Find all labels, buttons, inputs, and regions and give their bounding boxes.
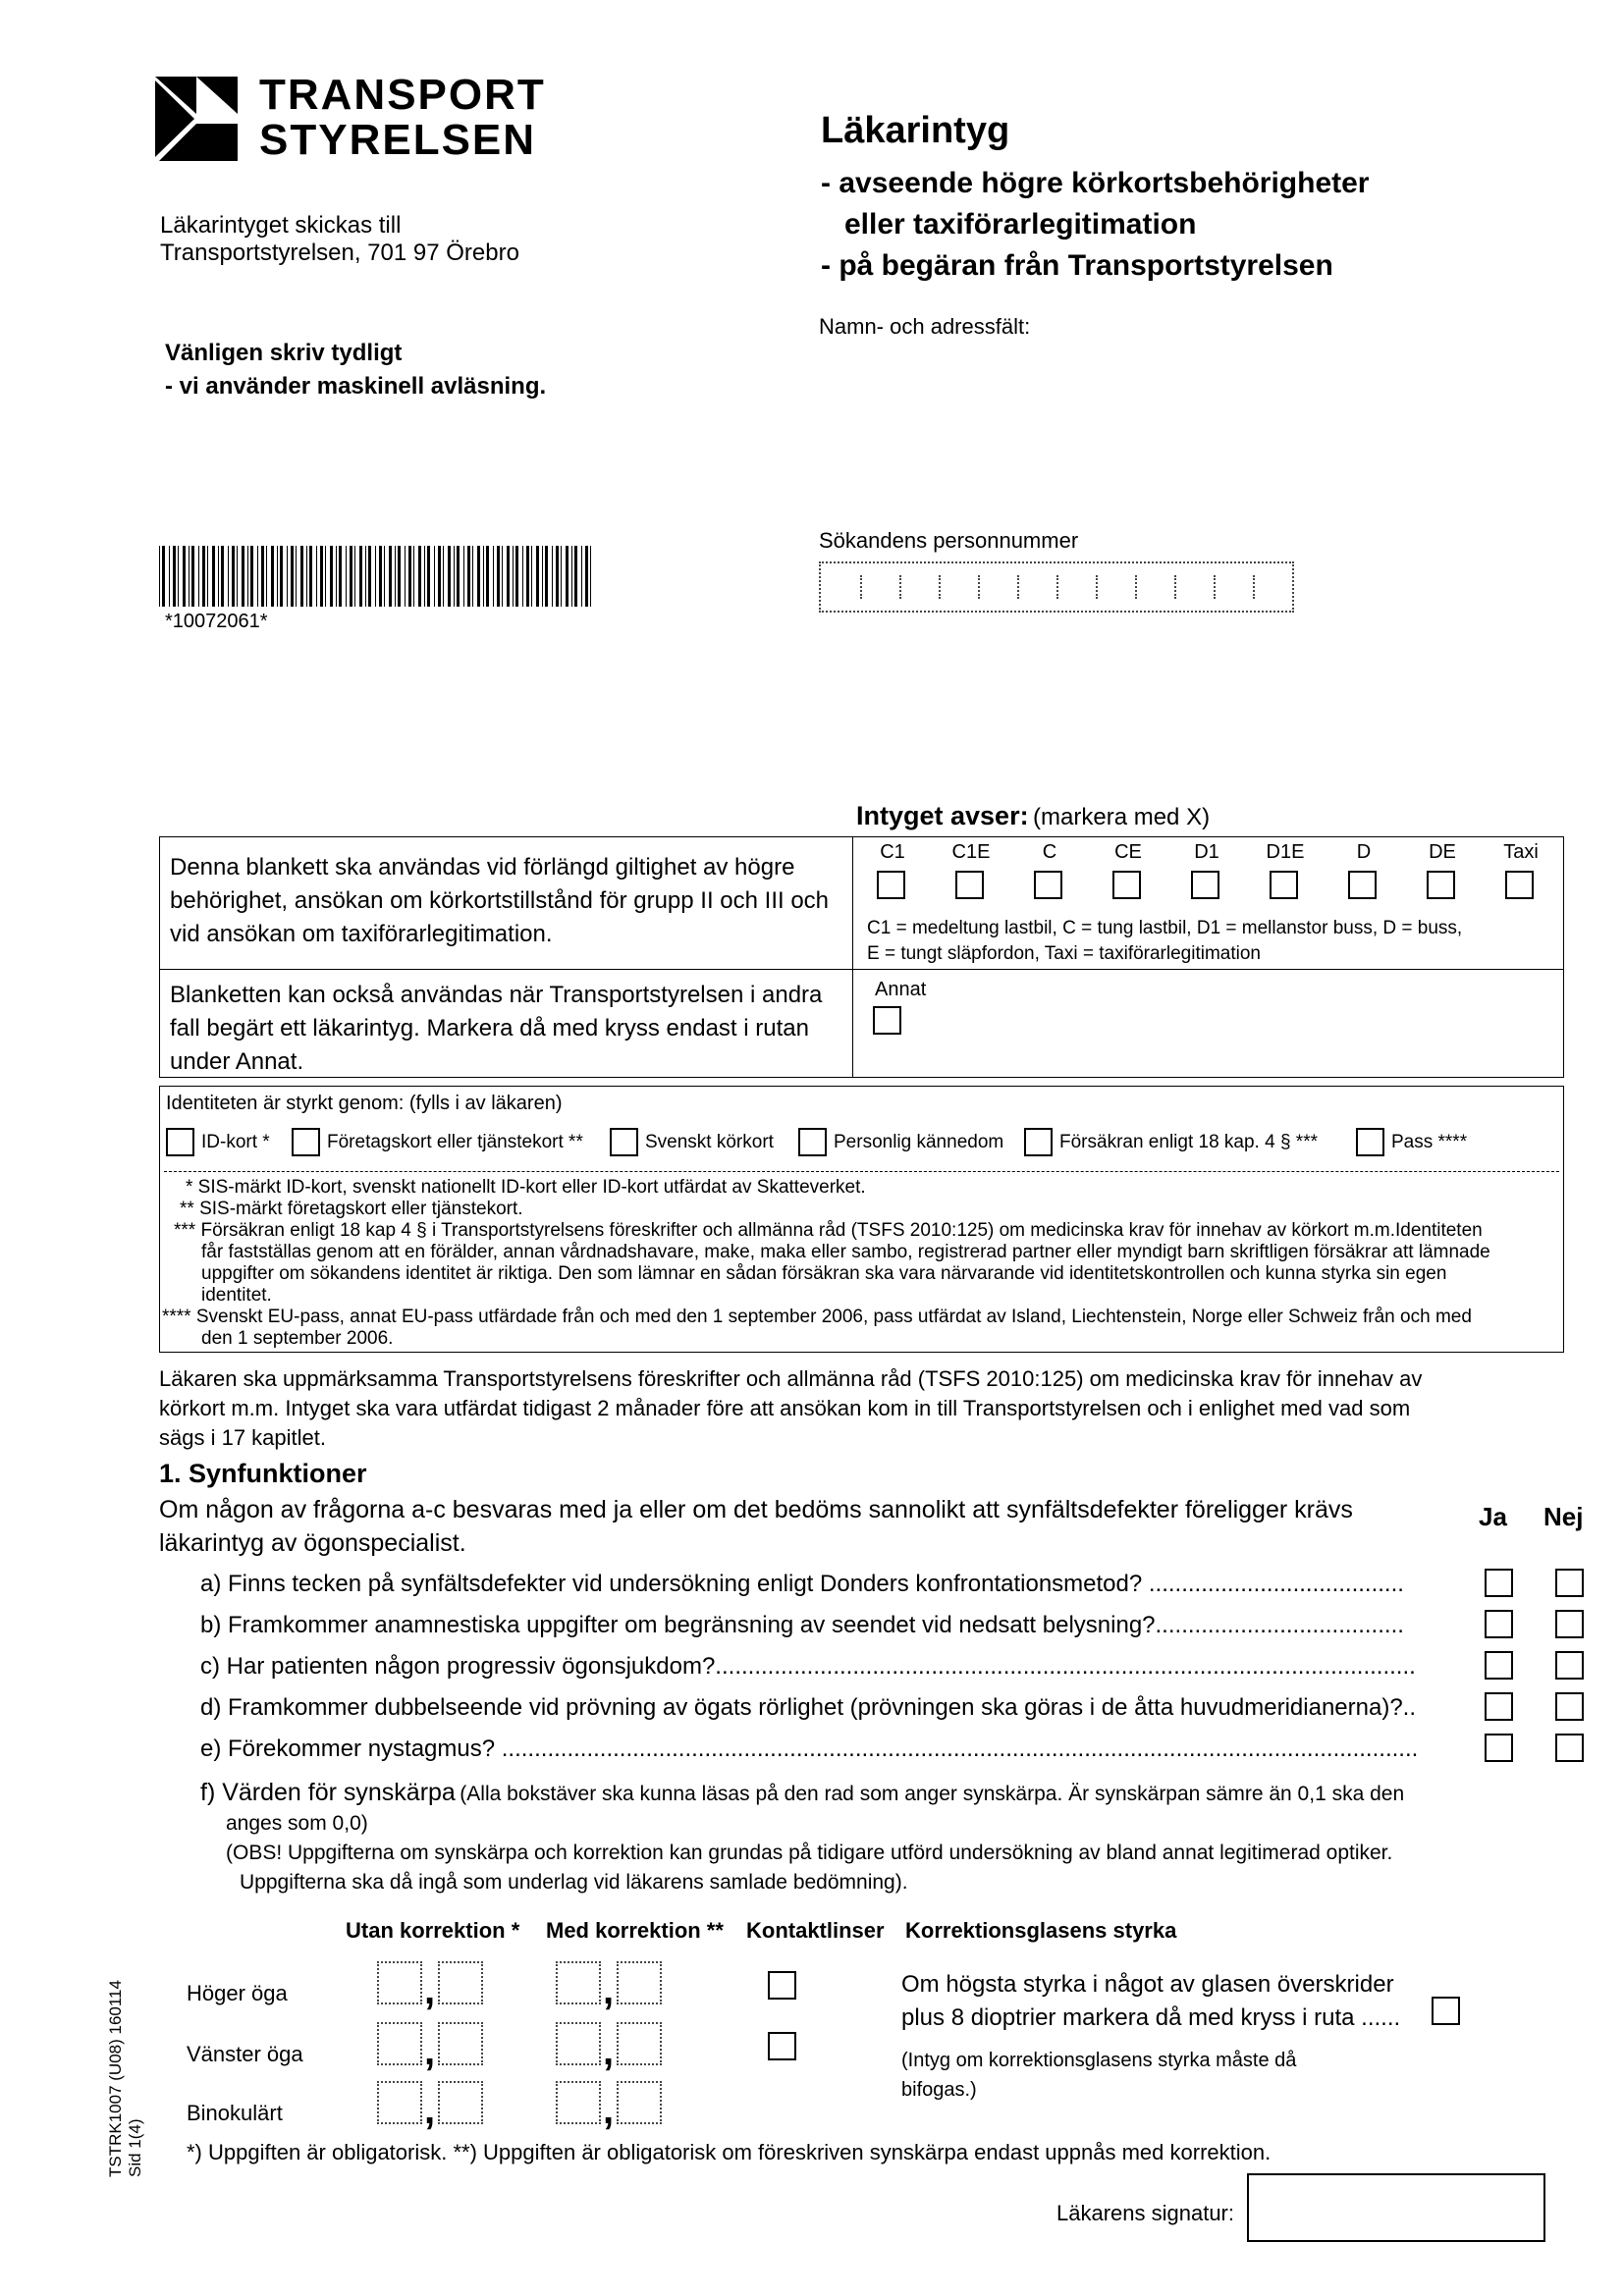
barcode-bar: [486, 546, 489, 607]
barcode-bar: [159, 546, 160, 607]
barcode-bar: [571, 546, 572, 607]
strength-checkbox[interactable]: [1432, 1997, 1460, 2025]
barcode-bar: [590, 546, 591, 607]
acuity-corrected-digit-2-row-2[interactable]: [617, 2022, 662, 2065]
identity-option-label-6: Pass ****: [1391, 1132, 1468, 1152]
barcode-bar: [515, 546, 518, 607]
address-field-label: Namn- och adressfält:: [819, 314, 1031, 339]
logo: [155, 71, 546, 164]
barcode-bar: [354, 546, 355, 607]
question-c-no-checkbox[interactable]: [1555, 1651, 1584, 1680]
identity-heading: Identiteten är styrkt genom: (fylls i av läkaren): [166, 1093, 563, 1114]
barcode-bar: [566, 546, 568, 607]
personnummer-divider: [939, 575, 941, 599]
decimal-comma: ,: [424, 2030, 436, 2073]
other-label: Annat: [875, 979, 927, 1000]
category-checkbox-c1[interactable]: [877, 871, 905, 899]
barcode-bar: [232, 546, 235, 607]
barcode-bar: [169, 546, 170, 607]
barcode-bar: [228, 546, 229, 607]
decimal-comma: ,: [424, 2089, 436, 2132]
identity-checkbox-2[interactable]: [292, 1128, 320, 1156]
barcode-bar: [405, 546, 406, 607]
notice-line-2: körkort m.m. Intyget ska vara utfärdat tidigast 2 månader före att ansökan kom in till Transportstyrelsen och i enlighet med vad som: [159, 1396, 1411, 1420]
scope-heading: [856, 801, 1210, 831]
subtitle-line3: - på begäran från Transportstyrelsen: [821, 249, 1333, 282]
strength-note1: (Intyg om korrektionsglasens styrka måste då: [901, 2050, 1297, 2071]
question-a-no-checkbox[interactable]: [1555, 1569, 1584, 1597]
category-label-d: D: [1356, 841, 1372, 863]
acuity-uncorrected-digit-1-row-1[interactable]: [377, 1961, 422, 2004]
barcode-bar: [526, 546, 529, 607]
barcode-bar: [198, 546, 199, 607]
barcode-bar: [384, 546, 385, 607]
question-e: e) Förekommer nystagmus? ............................................................................................................................................: [200, 1735, 1419, 1762]
obs-line1: (OBS! Uppgifterna om synskärpa och korrektion kan grundas på tidigare utförd undersökning av bland annat legitimerad optiker.: [226, 1842, 1393, 1864]
acuity-col-header-2: Med korrektion **: [546, 1918, 724, 1943]
logo-mark-icon: [155, 77, 238, 161]
category-legend-1: C1 = medeltung lastbil, C = tung lastbil, D1 = mellanstor buss, D = buss,: [867, 918, 1463, 938]
barcode-bar: [183, 546, 186, 607]
barcode-bar: [574, 546, 577, 607]
category-checkbox-taxi[interactable]: [1505, 871, 1534, 899]
category-label-d1: D1: [1194, 841, 1219, 863]
acuity-row-label-1: Höger öga: [187, 1981, 288, 2005]
send-to-line1: Läkarintyget skickas till: [160, 212, 402, 239]
barcode-bar: [497, 546, 500, 607]
barcode-bar: [443, 546, 444, 607]
logo-text-styrelsen: STYRELSEN: [259, 116, 537, 164]
personnummer-divider: [1056, 575, 1058, 599]
yes-header: Ja: [1479, 1502, 1507, 1531]
barcode-bar: [346, 546, 347, 607]
form-code: TSTRK1007 (U08) 160114: [106, 1980, 125, 2177]
barcode-bar: [379, 546, 382, 607]
acuity-corrected-digit-2-row-1[interactable]: [617, 1961, 662, 2004]
question-b-no-checkbox[interactable]: [1555, 1610, 1584, 1638]
barcode-bar: [191, 546, 194, 607]
category-label-d1e: D1E: [1266, 841, 1305, 863]
barcode-bar: [266, 546, 267, 607]
barcode-bar: [261, 546, 264, 607]
signature-label: Läkarens signatur:: [1056, 2201, 1234, 2225]
barcode-bar: [552, 546, 553, 607]
send-to-line2: Transportstyrelsen, 701 97 Örebro: [160, 240, 519, 266]
identity-checkbox-4[interactable]: [798, 1128, 827, 1156]
barcode-bar: [336, 546, 337, 607]
strength-line1: Om högsta styrka i något av glasen överskrider: [901, 1971, 1394, 1998]
acuity-uncorrected-digit-2-row-3[interactable]: [438, 2081, 483, 2124]
scope-info-2: Blanketten kan också användas när Transportstyrelsen i andra fall begärt ett läkarintyg. Markera då med kryss endast i rutan under Annat.: [170, 982, 823, 1075]
question-a-yes-checkbox[interactable]: [1485, 1569, 1513, 1597]
identity-checkbox-3[interactable]: [610, 1128, 638, 1156]
barcode-bar: [207, 546, 208, 607]
barcode-bar: [427, 546, 430, 607]
identity-footnote-5: uppgifter om sökandens identitet är riktiga. Den som lämnar en sådan försäkran ska vara närvarande vid identitetskontrollen och kunna styrka sin egen: [201, 1263, 1447, 1284]
barcode-bar: [162, 546, 165, 607]
category-label-taxi: Taxi: [1503, 841, 1539, 863]
barcode: [159, 546, 597, 611]
identity-footnote-7: **** Svenskt EU-pass, annat EU-pass utfärdade från och med den 1 september 2006, pass utfärdat av Island, Liechtenstein, Norge eller Schweiz från och med: [162, 1307, 1472, 1327]
page-number: Sid 1(4): [126, 2118, 144, 2177]
acuity-uncorrected-digit-1-row-3[interactable]: [377, 2081, 422, 2124]
acuity-corrected-digit-1-row-1[interactable]: [556, 1961, 601, 2004]
barcode-bar: [448, 546, 451, 607]
personnummer-divider: [1135, 575, 1137, 599]
question-b-yes-checkbox[interactable]: [1485, 1610, 1513, 1638]
category-checkbox-d1e[interactable]: [1270, 871, 1298, 899]
acuity-row-label-2: Vänster öga: [187, 2042, 303, 2066]
scope-heading-note: (markera med X): [1033, 804, 1211, 830]
question-f-note1: (Alla bokstäver ska kunna läsas på den rad som anger synskärpa. Är synskärpan sämre än 0,1 ska den: [460, 1783, 1405, 1805]
barcode-bar: [218, 546, 219, 607]
barcode-bar: [457, 546, 460, 607]
identity-option-label-1: ID-kort *: [201, 1132, 270, 1152]
barcode-bar: [545, 546, 548, 607]
personnummer-label: Sökandens personnummer: [819, 528, 1079, 553]
barcode-bar: [368, 546, 371, 607]
barcode-bar: [561, 546, 562, 607]
personnummer-divider: [1174, 575, 1176, 599]
barcode-bar: [463, 546, 464, 607]
identity-footnote-8: den 1 september 2006.: [201, 1328, 394, 1349]
scope-info-1: Denna blankett ska användas vid förlängd giltighet av högre behörighet, ansökan om körkortstillstånd för grupp II och III och vid ansökan om taxiförarlegitimation.: [170, 854, 830, 947]
barcode-bar: [277, 546, 278, 607]
question-d-no-checkbox[interactable]: [1555, 1692, 1584, 1721]
other-checkbox[interactable]: [873, 1006, 901, 1035]
instruction-line2: - vi använder maskinell avläsning.: [165, 373, 547, 400]
barcode-bar: [467, 546, 470, 607]
barcode-bar: [237, 546, 238, 607]
category-label-ce: CE: [1114, 841, 1142, 863]
decimal-comma: ,: [603, 2089, 615, 2132]
personnummer-field[interactable]: [819, 561, 1294, 613]
barcode-bar: [493, 546, 494, 607]
barcode-bar: [398, 546, 401, 607]
identity-footnote-1: * SIS-märkt ID-kort, svenskt nationellt ID-kort eller ID-kort utfärdat av Skatteverket.: [186, 1177, 866, 1198]
barcode-bar: [325, 546, 326, 607]
obs-line2: Uppgifterna ska då ingå som underlag vid läkarens samlade bedömning).: [240, 1871, 908, 1894]
identity-footnote-4: får fastställas genom att en förälder, annan vårdnadshavare, make, maka eller sambo, registrerad partner eller myndigt barn skriftligen försäkrar att lämnade: [201, 1242, 1490, 1262]
section-intro-2: läkarintyg av ögonspecialist.: [159, 1529, 466, 1557]
barcode-bar: [365, 546, 366, 607]
barcode-bar: [536, 546, 539, 607]
instruction-line1: Vänligen skriv tydligt: [165, 340, 403, 366]
category-checkbox-d[interactable]: [1348, 871, 1377, 899]
scope-table: [159, 836, 1564, 1078]
personnummer-divider: [1017, 575, 1019, 599]
barcode-bar: [585, 546, 588, 607]
acuity-corrected-digit-1-row-2[interactable]: [556, 2022, 601, 2065]
barcode-bar: [581, 546, 582, 607]
contact-lens-checkbox-row-2[interactable]: [768, 2032, 796, 2060]
identity-footnote-6: identitet.: [201, 1285, 272, 1306]
barcode-bar: [271, 546, 274, 607]
barcode-bar: [350, 546, 352, 607]
identity-option-label-3: Svenskt körkort: [645, 1132, 774, 1152]
acuity-corrected-digit-1-row-3[interactable]: [556, 2081, 601, 2124]
barcode-bar: [221, 546, 224, 607]
personnummer-divider: [860, 575, 862, 599]
acuity-row-label-3: Binokulärt: [187, 2101, 283, 2125]
question-f-label: f) Värden för synskärpa: [200, 1779, 456, 1806]
barcode-bar: [173, 546, 176, 607]
barcode-bar: [375, 546, 376, 607]
page-title: Läkarintyg: [821, 110, 1010, 151]
acuity-col-header-1: Utan korrektion *: [346, 1918, 520, 1943]
decimal-comma: ,: [603, 2030, 615, 2073]
identity-footnote-3: *** Försäkran enligt 18 kap 4 § i Transportstyrelsens föreskrifter och allmänna råd (TSFS 2010:125) om medicinska krav för innehav av körkort m.m.Identiteten: [174, 1220, 1483, 1241]
barcode-bar: [502, 546, 503, 607]
barcode-bar: [280, 546, 283, 607]
acuity-corrected-digit-2-row-3[interactable]: [617, 2081, 662, 2124]
question-d-yes-checkbox[interactable]: [1485, 1692, 1513, 1721]
barcode-bar: [413, 546, 414, 607]
barcode-bar: [418, 546, 421, 607]
question-c-yes-checkbox[interactable]: [1485, 1651, 1513, 1680]
category-label-de: DE: [1429, 841, 1456, 863]
decimal-comma: ,: [424, 1969, 436, 2012]
acuity-uncorrected-digit-2-row-2[interactable]: [438, 2022, 483, 2065]
subtitle-line1: - avseende högre körkortsbehörigheter: [821, 167, 1370, 199]
question-f-note2: anges som 0,0): [226, 1812, 368, 1835]
barcode-bar: [513, 546, 514, 607]
category-label-c1: C1: [880, 841, 905, 863]
barcode-bar: [316, 546, 317, 607]
identity-checkbox-5[interactable]: [1024, 1128, 1053, 1156]
personnummer-divider: [978, 575, 980, 599]
mandatory-footnote: *) Uppgiften är obligatorisk. **) Uppgiften är obligatorisk om föreskriven synskärpa endast uppnås med korrektion.: [187, 2140, 1272, 2164]
decimal-comma: ,: [603, 1969, 615, 2012]
barcode-bar: [395, 546, 396, 607]
identity-option-label-2: Företagskort eller tjänstekort **: [327, 1132, 583, 1152]
personnummer-divider: [1096, 575, 1098, 599]
barcode-bar: [483, 546, 484, 607]
barcode-bar: [202, 546, 205, 607]
acuity-uncorrected-digit-1-row-2[interactable]: [377, 2022, 422, 2065]
logo-text-transport: TRANSPORT: [259, 71, 546, 119]
personnummer-divider: [899, 575, 901, 599]
barcode-bar: [306, 546, 307, 607]
barcode-bar: [389, 546, 392, 607]
category-legend-2: E = tungt släpfordon, Taxi = taxiförarlegitimation: [867, 943, 1261, 964]
barcode-bar: [454, 546, 455, 607]
barcode-bar: [212, 546, 215, 607]
strength-note2: bifogas.): [901, 2079, 977, 2101]
barcode-bar: [247, 546, 248, 607]
no-header: Nej: [1543, 1502, 1584, 1531]
acuity-col-header-3: Kontaktlinser: [746, 1918, 885, 1943]
barcode-bar: [359, 546, 362, 607]
question-c: c) Har patienten någon progressiv ögonsjukdom?...........................................................................................................: [200, 1653, 1416, 1680]
barcode-bar: [522, 546, 523, 607]
question-b: b) Framkommer anamnestiska uppgifter om begränsning av seendet vid nedsatt belysning?......................................: [200, 1612, 1404, 1638]
barcode-bar: [309, 546, 312, 607]
barcode-bar: [287, 546, 288, 607]
barcode-bar: [507, 546, 510, 607]
question-e-yes-checkbox[interactable]: [1485, 1734, 1513, 1762]
barcode-bar: [438, 546, 441, 607]
identity-section: [159, 1086, 1564, 1353]
category-checkbox-d1[interactable]: [1191, 871, 1219, 899]
section-intro-1: Om någon av frågorna a-c besvaras med ja eller om det bedöms sannolikt att synfältsdefekter föreligger krävs: [159, 1496, 1353, 1523]
identity-option-label-4: Personlig kännedom: [834, 1132, 1004, 1152]
category-checkbox-ce[interactable]: [1112, 871, 1141, 899]
question-d: d) Framkommer dubbelseende vid prövning av ögats rörlighet (prövningen ska göras i de åtta huvudmeridianerna)?..: [200, 1694, 1417, 1721]
barcode-bar: [408, 546, 411, 607]
category-label-c: C: [1042, 841, 1057, 863]
barcode-bar: [531, 546, 532, 607]
barcode-bar: [556, 546, 559, 607]
side-text: [106, 1853, 145, 2177]
barcode-bar: [330, 546, 333, 607]
barcode-bar: [296, 546, 297, 607]
question-f: [200, 1779, 1404, 1807]
barcode-bar: [320, 546, 323, 607]
section-title: 1. Synfunktioner: [159, 1459, 367, 1488]
barcode-bar: [291, 546, 294, 607]
strength-line2: plus 8 dioptrier markera då med kryss i ruta ......: [901, 2004, 1401, 2031]
question-a: a) Finns tecken på synfältsdefekter vid undersökning enligt Donders konfrontationsmetod? .......................................: [200, 1571, 1404, 1597]
contact-lens-checkbox-row-1[interactable]: [768, 1971, 796, 2000]
scope-heading-label: Intyget avser:: [856, 801, 1029, 830]
acuity-col-header-4: Korrektionsglasens styrka: [905, 1918, 1177, 1943]
personnummer-divider: [1214, 575, 1216, 599]
barcode-text: *10072061*: [165, 611, 268, 632]
barcode-bar: [472, 546, 473, 607]
notice-line-3: sägs i 17 kapitlet.: [159, 1425, 326, 1450]
identity-option-label-5: Försäkran enligt 18 kap. 4 § ***: [1059, 1132, 1318, 1152]
barcode-bar: [434, 546, 435, 607]
question-e-no-checkbox[interactable]: [1555, 1734, 1584, 1762]
category-checkbox-c[interactable]: [1034, 871, 1062, 899]
barcode-bar: [477, 546, 480, 607]
identity-footnote-2: ** SIS-märkt företagskort eller tjänstekort.: [180, 1199, 523, 1219]
barcode-bar: [424, 546, 425, 607]
category-label-c1e: C1E: [951, 841, 991, 863]
identity-checkbox-6[interactable]: [1356, 1128, 1384, 1156]
category-checkbox-c1e[interactable]: [955, 871, 984, 899]
barcode-bar: [178, 546, 179, 607]
identity-checkbox-1[interactable]: [166, 1128, 194, 1156]
barcode-bar: [542, 546, 543, 607]
personnummer-divider: [1253, 575, 1255, 599]
subtitle-line2: eller taxiförarlegitimation: [844, 208, 1197, 240]
barcode-bar: [300, 546, 303, 607]
category-checkbox-de[interactable]: [1427, 871, 1455, 899]
acuity-uncorrected-digit-2-row-1[interactable]: [438, 1961, 483, 2004]
barcode-bar: [339, 546, 342, 607]
barcode-bar: [250, 546, 253, 607]
barcode-bar: [242, 546, 244, 607]
signature-field[interactable]: [1247, 2173, 1545, 2242]
barcode-bar: [257, 546, 258, 607]
notice-line-1: Läkaren ska uppmärksamma Transportstyrelsens föreskrifter och allmänna råd (TSFS 2010:125) om medicinska krav för innehav av: [159, 1366, 1423, 1391]
